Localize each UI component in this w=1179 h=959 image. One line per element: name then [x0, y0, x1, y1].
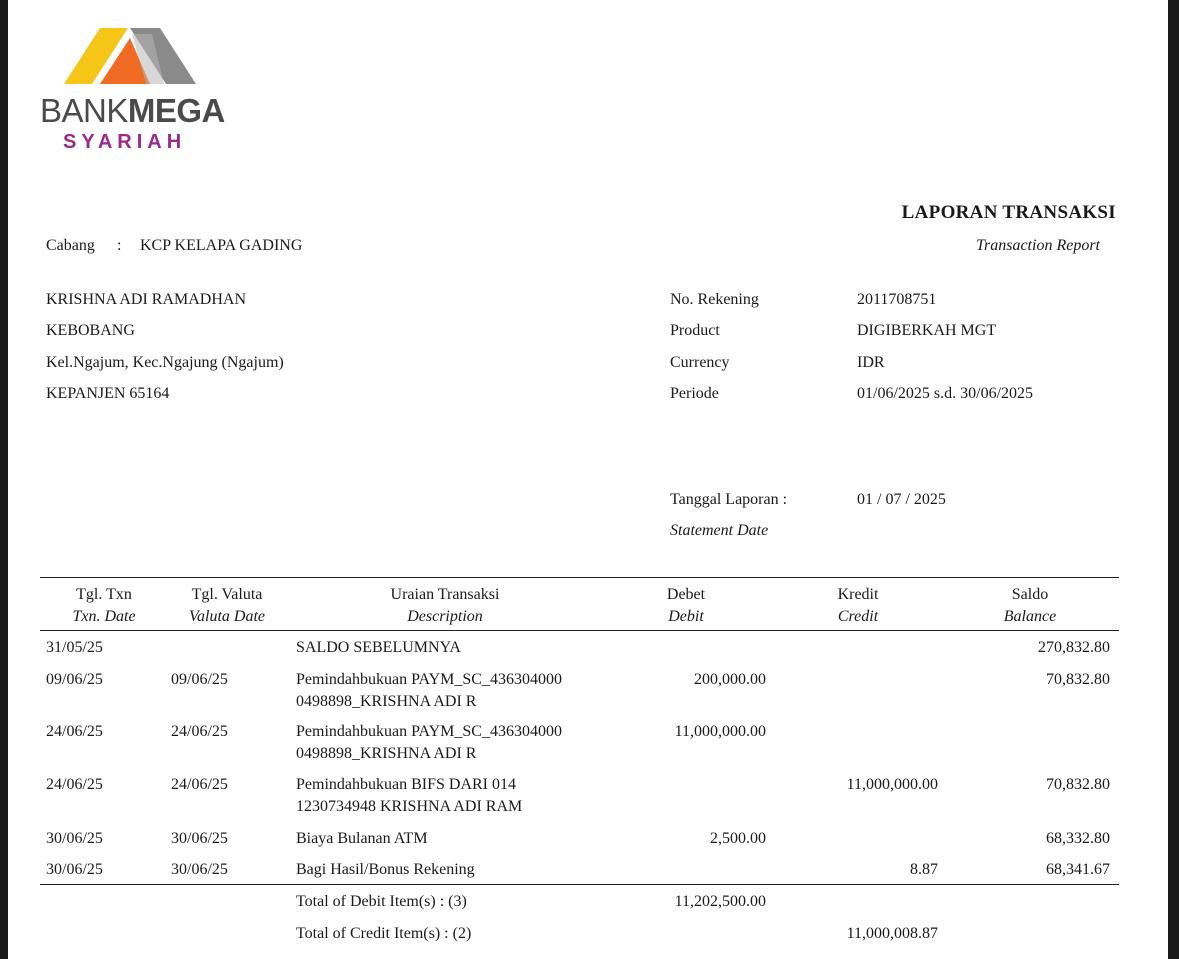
- currency-value: IDR: [857, 354, 885, 371]
- total-credit-label: Total of Credit Item(s) : (2): [296, 925, 472, 942]
- header-txn-date: Tgl. Txn Txn. Date: [72, 586, 136, 625]
- row-balance: 270,832.80: [1038, 639, 1110, 656]
- row-description: Pemindahbukuan BIFS DARI 014 1230734948 KRISHNA ADI RAM: [296, 776, 523, 815]
- account-number-value: 2011708751: [857, 291, 937, 308]
- row-credit: 8.87: [910, 861, 938, 878]
- product-value: DIGIBERKAH MGT: [857, 322, 997, 339]
- row-description: Pemindahbukuan PAYM_SC_436304000 0498898_KRISHNA ADI R: [296, 723, 562, 762]
- row-txn-date: 24/06/25: [46, 723, 103, 740]
- row-txn-date: 30/06/25: [46, 830, 103, 847]
- row-debit: 2,500.00: [710, 830, 766, 847]
- row-valuta-date: 24/06/25: [171, 776, 228, 793]
- table-header-rule: [40, 630, 1119, 631]
- statement-page: [8, 0, 1168, 959]
- branch-separator: :: [117, 237, 122, 254]
- bank-logo-mark: [60, 26, 200, 88]
- row-description: Pemindahbukuan PAYM_SC_436304000 0498898_KRISHNA ADI R: [296, 671, 562, 710]
- table-bottom-rule: [40, 884, 1119, 885]
- header-valuta-date: Tgl. Valuta Valuta Date: [189, 586, 265, 625]
- row-debit: 11,000,000.00: [674, 723, 766, 740]
- product-label: Product: [670, 322, 720, 339]
- row-credit: 11,000,000.00: [846, 776, 938, 793]
- row-txn-date: 24/06/25: [46, 776, 103, 793]
- row-balance: 70,832.80: [1046, 671, 1110, 688]
- bank-logo-wordmark: BANKMEGA: [40, 92, 225, 129]
- row-balance: 70,832.80: [1046, 776, 1110, 793]
- row-valuta-date: 30/06/25: [171, 830, 228, 847]
- header-debit: Debet Debit: [666, 586, 706, 625]
- row-description: Bagi Hasil/Bonus Rekening: [296, 861, 475, 878]
- bank-logo-syariah: SYARIAH: [63, 131, 187, 153]
- row-valuta-date: 09/06/25: [171, 671, 228, 688]
- row-description: SALDO SEBELUMNYA: [296, 639, 461, 656]
- total-debit-value: 11,202,500.00: [674, 893, 766, 910]
- header-description: Uraian Transaksi Description: [390, 586, 500, 625]
- total-credit-value: 11,000,008.87: [846, 925, 938, 942]
- row-balance: 68,332.80: [1046, 830, 1110, 847]
- row-description: Biaya Bulanan ATM: [296, 830, 428, 847]
- row-txn-date: 09/06/25: [46, 671, 103, 688]
- table-top-rule: [40, 577, 1119, 578]
- row-valuta-date: 30/06/25: [171, 861, 228, 878]
- currency-label: Currency: [670, 354, 730, 371]
- period-value: 01/06/2025 s.d. 30/06/2025: [857, 385, 1034, 402]
- statement-date-label-en: Statement Date: [670, 522, 769, 539]
- customer-name: KRISHNA ADI RAMADHAN: [46, 291, 247, 308]
- row-txn-date: 30/06/25: [46, 861, 103, 878]
- row-balance: 68,341.67: [1046, 861, 1110, 878]
- branch-value: KCP KELAPA GADING: [140, 237, 303, 254]
- report-title: LAPORAN TRANSAKSI: [901, 202, 1116, 223]
- row-debit: 200,000.00: [694, 671, 766, 688]
- row-txn-date: 31/05/25: [46, 639, 103, 656]
- account-number-label: No. Rekening: [670, 291, 759, 308]
- statement-date-value: 01 / 07 / 2025: [857, 491, 946, 508]
- total-debit-label: Total of Debit Item(s) : (3): [296, 893, 467, 910]
- statement-date-label: Tanggal Laporan :: [670, 491, 788, 508]
- header-balance: Saldo Balance: [1003, 586, 1057, 625]
- row-valuta-date: 24/06/25: [171, 723, 228, 740]
- customer-address-line2: Kel.Ngajum, Kec.Ngajung (Ngajum): [46, 354, 284, 371]
- branch-label: Cabang: [46, 237, 95, 254]
- header-credit: Kredit Credit: [837, 586, 879, 625]
- report-subtitle: Transaction Report: [975, 237, 1100, 254]
- period-label: Periode: [670, 385, 719, 402]
- customer-address-line1: KEBOBANG: [46, 322, 135, 339]
- customer-address-line3: KEPANJEN 65164: [46, 385, 170, 402]
